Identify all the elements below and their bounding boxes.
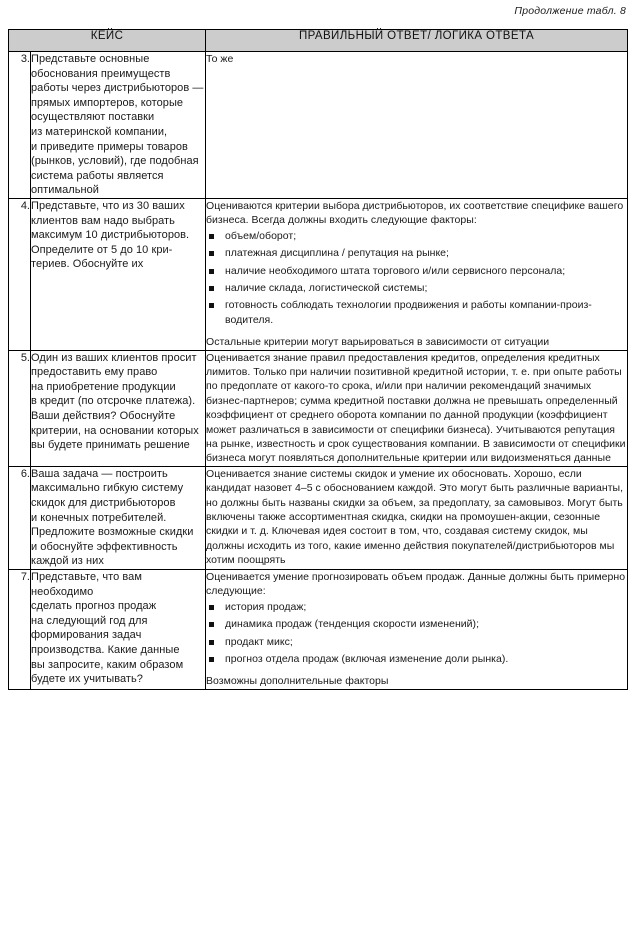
list-item [206,617,627,631]
answer-intro: Оценивается знание правил предоставления кредитов, определения кредитных лимитов. Только при наличии позитивной кредитной истории, т. е. при опыте работы по предоплате от какого-то срока, и/или при наличии рекомендаций значимых бизнес-партнеров; сумма кредитной поставки должна не превышать определенный коэффициент от среднего оборота компании по данной продукции (коэффициент может различаться в зависимости от специфики бизнеса). Учитываются репутация на рынке, известность и срок существования компании. В зависимости от специфики бизнеса могут появляться дополнительные критерии или видоизменяться данные [206,351,626,465]
answer-text [206,350,628,466]
case-text-line: вы запросите, каким образом [31,658,184,671]
case-number: 6. [9,466,31,569]
case-text-line: (рынков, условий), где подобная [31,155,199,168]
case-text-line: работы через дистрибьюторов — [31,82,204,95]
case-text-line: Определите от 5 до 10 кри- [31,243,173,256]
list-item [206,281,627,295]
table-header [9,30,628,52]
case-text-line: оптимальной [31,184,99,197]
case-text-line: предоставить ему право [31,366,158,379]
table-row [9,570,628,690]
case-text-line: формирования задач [31,629,142,642]
table-row [9,350,628,466]
answer-intro: Оценивается знание системы скидок и умение их обосновать. Хорошо, если кандидат назовет 4–5 с обоснованием каждой. Это могут быть различные варианты, но должны быть названы скидки за объем, за предоплату, за самовывоз. Могут быть включены также ассортиментная скидка, скидки на промоушен-акции, сезонные скидки и т. д. Ключевая идея состоит в том, что, создавая систему скидок, мы должны исходить из того, какие именно действия покупателей/дистрибьюторов мы хотим поощрять [206,467,624,567]
case-text-line: Представьте, что из 30 ваших [31,199,185,212]
list-item-label: наличие склада, логистической системы; [225,281,428,294]
answer-intro: Оцениваются критерии выбора дистрибьюторов, их соответствие специфике вашего бизнеса. Всегда должны входить следующие факторы: [206,199,624,227]
cases-table [8,29,628,690]
case-text [31,52,206,199]
case-text-line: на следующий год для [31,614,148,627]
case-text-line: Ваши действия? Обоснуйте [31,409,176,422]
list-item [206,246,627,260]
case-text-line: на приобретение продукции [31,380,176,393]
list-item-label: динамика продаж (тенденция скорости изменений); [225,618,480,631]
answer-text [206,466,628,569]
case-text-line: Ваша задача — построить [31,467,168,480]
list-item-label: готовность соблюдать технологии продвижения и работы компании-произ-водителя. [225,299,592,326]
square-bullet-icon [209,234,214,239]
case-text-line: скидок для дистрибьюторов [31,497,176,510]
square-bullet-icon [209,251,214,256]
answer-text [206,570,628,690]
case-number: 5. [9,350,31,466]
square-bullet-icon [209,605,214,610]
table-row [9,198,628,350]
square-bullet-icon [209,640,214,645]
case-text-line: каждой из них [31,555,104,568]
case-text-line: териев. Обоснуйте их [31,258,144,271]
list-item-label: история продаж; [225,600,307,613]
column-header-case: КЕЙС [9,30,206,52]
case-number: 7. [9,570,31,690]
list-item [206,652,627,666]
case-number: 3. [9,52,31,199]
case-text-line: и обоснуйте эффективность [31,540,178,553]
list-item [206,264,627,278]
answer-intro: Оценивается умение прогнозировать объем продаж. Данные должны быть примерно следующие: [206,571,626,598]
square-bullet-icon [209,286,214,291]
case-text-line: сделать прогноз продаж [31,600,157,613]
case-text [31,570,206,690]
table-header-row [9,30,628,52]
table-body [9,52,628,690]
list-item-label: платежная дисциплина / репутация на рынке; [225,247,449,260]
case-text [31,350,206,466]
case-text-line: Один из ваших клиентов просит [31,351,197,364]
answer-text [206,52,628,199]
case-text-line: клиентов вам надо выбрать [31,214,175,227]
case-text-line: обоснования преимуществ [31,67,171,80]
square-bullet-icon [209,657,214,662]
case-text-line: осуществляют поставки [31,111,155,124]
case-text-line: из материнской компании, [31,125,168,138]
list-item [206,635,627,649]
case-text-line: будете их учитывать? [31,673,143,686]
list-item-label: прогноз отдела продаж (включая изменение доли рынка). [225,653,509,666]
case-text-line: в кредит (по отсрочке платежа). [31,395,196,408]
case-text-line: критерии, на основании которых [31,424,199,437]
table-row [9,466,628,569]
case-text-line: и конечных потребителей. [31,511,167,524]
case-text-line: максимально гибкую систему [31,482,184,495]
answer-intro: То же [206,53,234,65]
list-item [206,298,627,327]
list-item [206,229,627,243]
case-text [31,466,206,569]
list-item-label: наличие необходимого штата торгового и/или сервисного персонала; [225,264,566,277]
square-bullet-icon [209,622,214,627]
case-text-line: максимум 10 дистрибьюторов. [31,229,190,242]
case-text [31,198,206,350]
case-text-line: система работы является [31,169,164,182]
column-header-answer: ПРАВИЛЬНЫЙ ОТВЕТ/ ЛОГИКА ОТВЕТА [206,30,628,52]
table-row [9,52,628,199]
case-number: 4. [9,198,31,350]
answer-bullet-list [206,229,627,327]
running-head: Продолжение табл. 8 [514,5,626,17]
answer-outro: Возможны дополнительные факторы [206,675,389,688]
case-text-line: и приведите примеры товаров [31,140,188,153]
case-text-line: Представьте, что вам необходимо [31,571,142,598]
list-item-label: объем/оборот; [225,229,297,242]
case-text-line: Представьте основные [31,53,150,65]
list-item-label: продакт микс; [225,635,293,648]
case-text-line: Предложите возможные скидки [31,526,194,539]
answer-bullet-list [206,600,627,667]
answer-outro: Остальные критерии могут варьироваться в зависимости от ситуации [206,336,550,349]
list-item [206,600,627,614]
case-text-line: вы будете принимать решение [31,439,190,452]
case-text-line: производства. Какие данные [31,643,180,656]
square-bullet-icon [209,303,214,308]
answer-text [206,198,628,350]
square-bullet-icon [209,269,214,274]
case-text-line: прямых импортеров, которые [31,96,184,109]
